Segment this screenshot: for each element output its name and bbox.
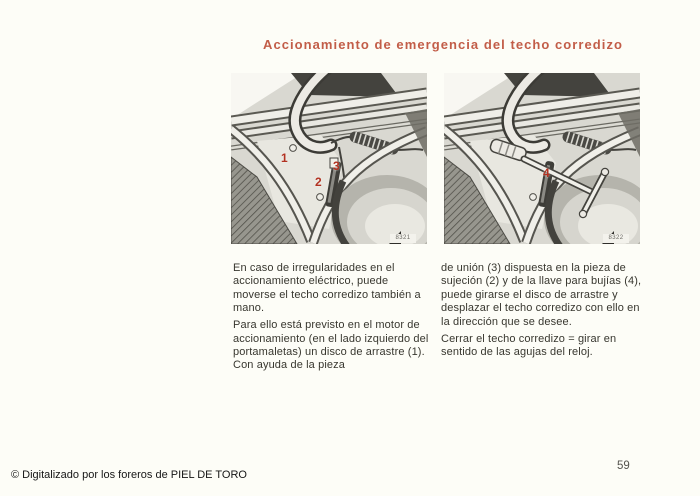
figure-ref-right: 8322	[603, 234, 629, 243]
sunroof-illustration-right	[444, 73, 640, 244]
callout-2: 2	[315, 175, 322, 189]
figure-sunroof-mechanism-right	[444, 73, 640, 244]
callout-1: 1	[281, 151, 288, 165]
callout-3: 3	[333, 159, 340, 173]
text-column-right	[441, 262, 642, 363]
sunroof-illustration-left	[231, 73, 427, 244]
paragraph-left-1: En caso de irregularidades en el accionamiento eléctrico, puede moverse el techo corredizo también a mano.	[233, 262, 421, 315]
figure-ref-left: 8321	[390, 234, 416, 243]
page-number: 59	[617, 460, 630, 472]
paragraph-right-1: de unión (3) dispuesta en la pieza de sujeción (2) y de la llave para bujías (4), puede girarse el disco de arrastre y desplazar el techo corredizo con ello en la dirección que se desee.	[441, 262, 642, 328]
figure-sunroof-mechanism-left	[231, 73, 427, 244]
paragraph-right-2: Cerrar el techo corredizo = girar en sentido de las agujas del reloj.	[441, 332, 617, 358]
text-column-left	[233, 262, 429, 376]
callout-4: 4	[543, 166, 550, 180]
scan-watermark: © Digitalizado por los foreros de PIEL DE TORO	[11, 469, 247, 481]
page-title: Accionamiento de emergencia del techo corredizo	[263, 37, 623, 52]
paragraph-left-2: Para ello está previsto en el motor de accionamiento (en el lado izquierdo del portamaletas) un disco de arrastre (1). Con ayuda de la pieza	[233, 319, 429, 372]
